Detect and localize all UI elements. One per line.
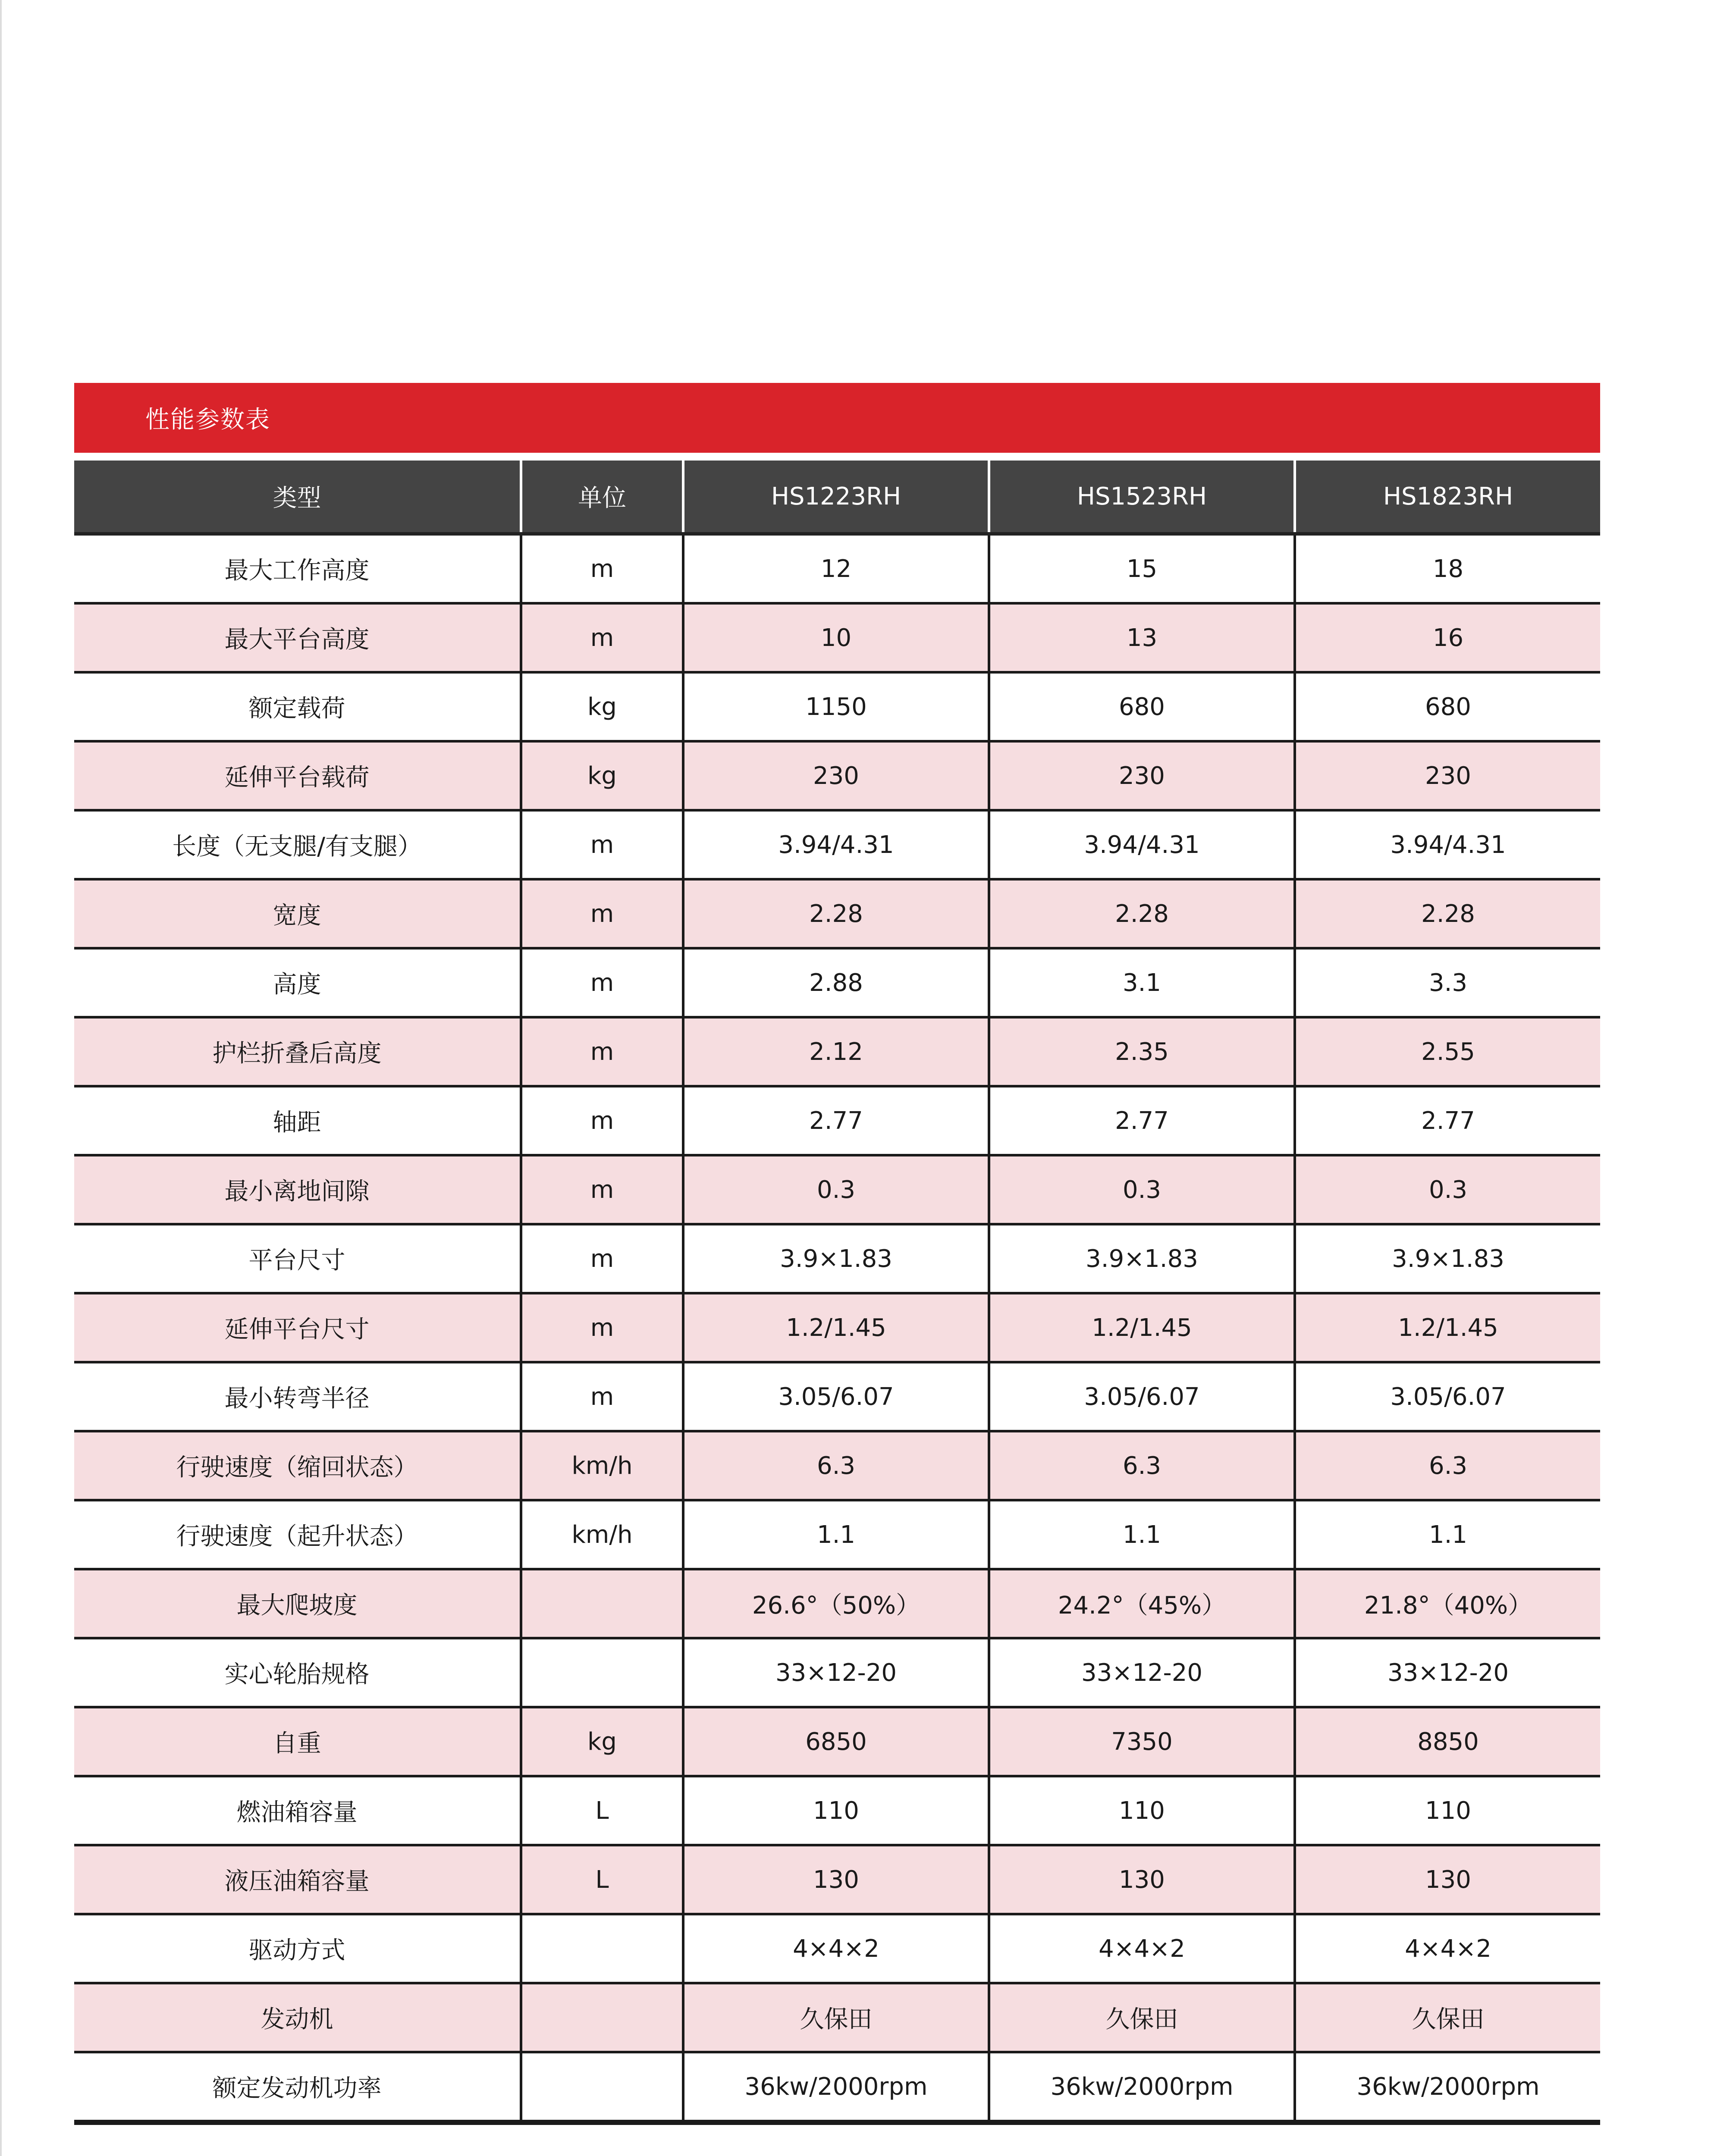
row-value-hs1523rh: 久保田 bbox=[989, 1983, 1295, 2052]
row-value-hs1223rh: 3.94/4.31 bbox=[683, 810, 989, 879]
table-row bbox=[74, 1017, 1600, 1086]
table-row bbox=[74, 672, 1600, 741]
row-value-hs1523rh: 680 bbox=[989, 672, 1295, 741]
row-value-hs1223rh: 36kw/2000rpm bbox=[683, 2052, 989, 2122]
row-parameter-cell: 最小离地间隙 bbox=[74, 1155, 521, 1224]
row-value-hs1223rh: 110 bbox=[683, 1776, 989, 1845]
row-unit-cell: m bbox=[521, 1155, 683, 1224]
spec-table bbox=[74, 461, 1600, 2125]
row-value-hs1823rh: 2.77 bbox=[1295, 1086, 1600, 1155]
row-value-hs1523rh: 130 bbox=[989, 1845, 1295, 1914]
table-row bbox=[74, 1224, 1600, 1293]
header-type: 类型 bbox=[74, 461, 521, 534]
row-value-hs1823rh: 3.05/6.07 bbox=[1295, 1362, 1600, 1431]
row-value-hs1823rh: 8850 bbox=[1295, 1707, 1600, 1776]
row-value-hs1823rh: 1.1 bbox=[1295, 1500, 1600, 1569]
table-row bbox=[74, 603, 1600, 672]
table-row bbox=[74, 879, 1600, 948]
row-value-hs1823rh: 36kw/2000rpm bbox=[1295, 2052, 1600, 2122]
row-value-hs1223rh: 33×12-20 bbox=[683, 1638, 989, 1707]
table-row bbox=[74, 1845, 1600, 1914]
row-value-hs1823rh: 16 bbox=[1295, 603, 1600, 672]
table-row bbox=[74, 2052, 1600, 2122]
row-value-hs1523rh: 230 bbox=[989, 741, 1295, 810]
row-parameter-cell: 高度 bbox=[74, 948, 521, 1017]
row-parameter-cell: 最小转弯半径 bbox=[74, 1362, 521, 1431]
row-value-hs1823rh: 久保田 bbox=[1295, 1983, 1600, 2052]
row-unit-cell bbox=[521, 2052, 683, 2122]
row-value-hs1823rh: 4×4×2 bbox=[1295, 1914, 1600, 1983]
row-value-hs1823rh: 0.3 bbox=[1295, 1155, 1600, 1224]
row-unit-cell bbox=[521, 1983, 683, 2052]
row-value-hs1523rh: 15 bbox=[989, 534, 1295, 603]
table-row bbox=[74, 1293, 1600, 1362]
row-parameter-cell: 发动机 bbox=[74, 1983, 521, 2052]
row-value-hs1523rh: 110 bbox=[989, 1776, 1295, 1845]
table-row bbox=[74, 1086, 1600, 1155]
row-value-hs1523rh: 3.1 bbox=[989, 948, 1295, 1017]
table-row bbox=[74, 1431, 1600, 1500]
row-unit-cell bbox=[521, 1914, 683, 1983]
table-row bbox=[74, 1155, 1600, 1224]
row-value-hs1223rh: 1.2/1.45 bbox=[683, 1293, 989, 1362]
table-row bbox=[74, 1500, 1600, 1569]
row-unit-cell: m bbox=[521, 1017, 683, 1086]
row-parameter-cell: 宽度 bbox=[74, 879, 521, 948]
header-model-hs1823rh: HS1823RH bbox=[1295, 461, 1600, 534]
page-left-edge bbox=[0, 0, 2, 2156]
row-value-hs1223rh: 4×4×2 bbox=[683, 1914, 989, 1983]
row-unit-cell: m bbox=[521, 603, 683, 672]
row-value-hs1823rh: 3.9×1.83 bbox=[1295, 1224, 1600, 1293]
row-value-hs1223rh: 久保田 bbox=[683, 1983, 989, 2052]
row-parameter-cell: 延伸平台载荷 bbox=[74, 741, 521, 810]
row-parameter-cell: 最大爬坡度 bbox=[74, 1569, 521, 1638]
row-value-hs1223rh: 1150 bbox=[683, 672, 989, 741]
row-parameter-cell: 长度（无支腿/有支腿） bbox=[74, 810, 521, 879]
row-value-hs1823rh: 230 bbox=[1295, 741, 1600, 810]
table-row bbox=[74, 948, 1600, 1017]
row-unit-cell: m bbox=[521, 1293, 683, 1362]
row-value-hs1223rh: 130 bbox=[683, 1845, 989, 1914]
row-parameter-cell: 驱动方式 bbox=[74, 1914, 521, 1983]
row-unit-cell: kg bbox=[521, 672, 683, 741]
row-value-hs1223rh: 2.12 bbox=[683, 1017, 989, 1086]
row-unit-cell: m bbox=[521, 948, 683, 1017]
row-value-hs1223rh: 230 bbox=[683, 741, 989, 810]
row-value-hs1523rh: 0.3 bbox=[989, 1155, 1295, 1224]
row-value-hs1823rh: 1.2/1.45 bbox=[1295, 1293, 1600, 1362]
section-title: 性能参数表 bbox=[145, 406, 270, 434]
row-value-hs1523rh: 13 bbox=[989, 603, 1295, 672]
row-value-hs1523rh: 4×4×2 bbox=[989, 1914, 1295, 1983]
row-value-hs1823rh: 680 bbox=[1295, 672, 1600, 741]
section-banner bbox=[74, 383, 1600, 453]
table-row bbox=[74, 1362, 1600, 1431]
row-value-hs1823rh: 21.8°（40%） bbox=[1295, 1569, 1600, 1638]
table-row bbox=[74, 810, 1600, 879]
row-parameter-cell: 最大平台高度 bbox=[74, 603, 521, 672]
row-value-hs1223rh: 6850 bbox=[683, 1707, 989, 1776]
header-unit: 单位 bbox=[521, 461, 683, 534]
row-parameter-cell: 最大工作高度 bbox=[74, 534, 521, 603]
row-unit-cell: m bbox=[521, 879, 683, 948]
row-unit-cell: m bbox=[521, 1224, 683, 1293]
row-parameter-cell: 燃油箱容量 bbox=[74, 1776, 521, 1845]
row-value-hs1823rh: 110 bbox=[1295, 1776, 1600, 1845]
row-unit-cell bbox=[521, 1569, 683, 1638]
row-unit-cell: kg bbox=[521, 1707, 683, 1776]
row-value-hs1523rh: 24.2°（45%） bbox=[989, 1569, 1295, 1638]
row-value-hs1223rh: 6.3 bbox=[683, 1431, 989, 1500]
row-parameter-cell: 额定载荷 bbox=[74, 672, 521, 741]
row-unit-cell: km/h bbox=[521, 1500, 683, 1569]
table-row bbox=[74, 1983, 1600, 2052]
row-unit-cell: m bbox=[521, 810, 683, 879]
row-value-hs1823rh: 6.3 bbox=[1295, 1431, 1600, 1500]
row-unit-cell: L bbox=[521, 1776, 683, 1845]
row-parameter-cell: 延伸平台尺寸 bbox=[74, 1293, 521, 1362]
row-value-hs1523rh: 3.05/6.07 bbox=[989, 1362, 1295, 1431]
row-parameter-cell: 轴距 bbox=[74, 1086, 521, 1155]
row-value-hs1523rh: 2.77 bbox=[989, 1086, 1295, 1155]
row-value-hs1823rh: 2.28 bbox=[1295, 879, 1600, 948]
row-unit-cell: m bbox=[521, 1086, 683, 1155]
row-value-hs1223rh: 2.88 bbox=[683, 948, 989, 1017]
table-row bbox=[74, 1569, 1600, 1638]
row-parameter-cell: 行驶速度（缩回状态） bbox=[74, 1431, 521, 1500]
row-value-hs1223rh: 3.05/6.07 bbox=[683, 1362, 989, 1431]
table-body bbox=[74, 534, 1600, 2122]
row-value-hs1223rh: 12 bbox=[683, 534, 989, 603]
row-unit-cell: kg bbox=[521, 741, 683, 810]
row-value-hs1823rh: 3.94/4.31 bbox=[1295, 810, 1600, 879]
row-value-hs1523rh: 1.1 bbox=[989, 1500, 1295, 1569]
header-model-hs1523rh: HS1523RH bbox=[989, 461, 1295, 534]
header-model-hs1223rh: HS1223RH bbox=[683, 461, 989, 534]
row-value-hs1223rh: 2.77 bbox=[683, 1086, 989, 1155]
table-row bbox=[74, 741, 1600, 810]
row-value-hs1823rh: 130 bbox=[1295, 1845, 1600, 1914]
row-value-hs1823rh: 33×12-20 bbox=[1295, 1638, 1600, 1707]
table-row bbox=[74, 534, 1600, 603]
row-parameter-cell: 额定发动机功率 bbox=[74, 2052, 521, 2122]
row-value-hs1823rh: 18 bbox=[1295, 534, 1600, 603]
row-value-hs1223rh: 0.3 bbox=[683, 1155, 989, 1224]
table-row bbox=[74, 1707, 1600, 1776]
row-unit-cell: L bbox=[521, 1845, 683, 1914]
row-parameter-cell: 平台尺寸 bbox=[74, 1224, 521, 1293]
row-parameter-cell: 液压油箱容量 bbox=[74, 1845, 521, 1914]
row-value-hs1523rh: 6.3 bbox=[989, 1431, 1295, 1500]
row-value-hs1523rh: 36kw/2000rpm bbox=[989, 2052, 1295, 2122]
row-parameter-cell: 行驶速度（起升状态） bbox=[74, 1500, 521, 1569]
table-row bbox=[74, 1914, 1600, 1983]
row-parameter-cell: 护栏折叠后高度 bbox=[74, 1017, 521, 1086]
row-value-hs1823rh: 2.55 bbox=[1295, 1017, 1600, 1086]
row-value-hs1523rh: 2.28 bbox=[989, 879, 1295, 948]
row-value-hs1523rh: 7350 bbox=[989, 1707, 1295, 1776]
row-parameter-cell: 实心轮胎规格 bbox=[74, 1638, 521, 1707]
row-value-hs1523rh: 3.94/4.31 bbox=[989, 810, 1295, 879]
row-value-hs1223rh: 10 bbox=[683, 603, 989, 672]
row-parameter-cell: 自重 bbox=[74, 1707, 521, 1776]
row-value-hs1223rh: 1.1 bbox=[683, 1500, 989, 1569]
row-value-hs1823rh: 3.3 bbox=[1295, 948, 1600, 1017]
row-unit-cell: m bbox=[521, 534, 683, 603]
row-value-hs1523rh: 3.9×1.83 bbox=[989, 1224, 1295, 1293]
row-value-hs1223rh: 26.6°（50%） bbox=[683, 1569, 989, 1638]
row-unit-cell bbox=[521, 1638, 683, 1707]
row-value-hs1523rh: 1.2/1.45 bbox=[989, 1293, 1295, 1362]
table-row bbox=[74, 1638, 1600, 1707]
row-value-hs1223rh: 3.9×1.83 bbox=[683, 1224, 989, 1293]
row-unit-cell: km/h bbox=[521, 1431, 683, 1500]
row-value-hs1523rh: 33×12-20 bbox=[989, 1638, 1295, 1707]
row-unit-cell: m bbox=[521, 1362, 683, 1431]
table-row bbox=[74, 1776, 1600, 1845]
row-value-hs1223rh: 2.28 bbox=[683, 879, 989, 948]
row-value-hs1523rh: 2.35 bbox=[989, 1017, 1295, 1086]
table-header-row bbox=[74, 461, 1600, 534]
